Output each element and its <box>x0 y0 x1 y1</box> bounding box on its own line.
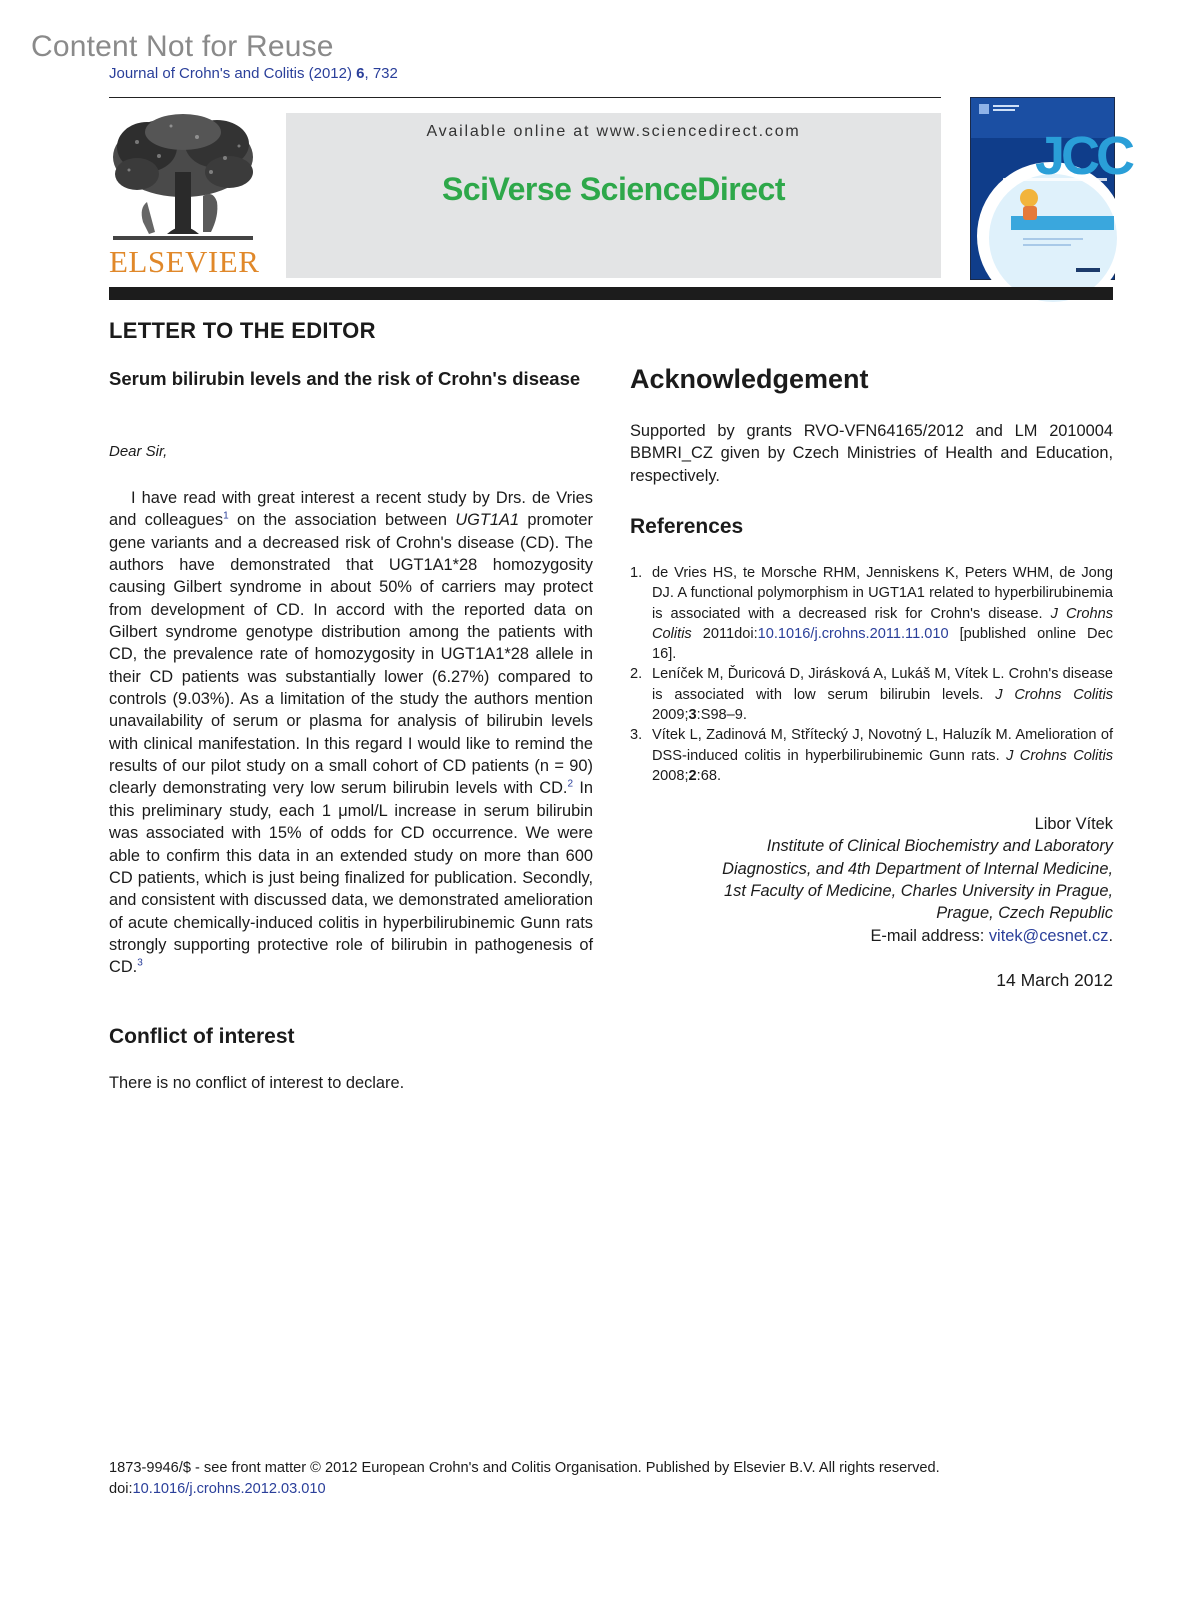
reference-item <box>630 563 1113 664</box>
email-suffix: . <box>1108 926 1113 945</box>
jcc-cover-title: JCC <box>1035 126 1132 186</box>
reference-number: 3. <box>630 727 643 744</box>
body-text-part: In this preliminary study, each 1 μmol/L increase in serum bilirubin was associated with 15% of odds for CD occurrence. We were able to confirm this data in an extended study on more than 600 CD patients, which is just being finalized for publication. Secondly, and consistent with discussed data, we demonstrated amelioration of acute chemically-induced colitis in hyperbilirubinemic Gunn rats strongly supporting protective role of bilirubin in pathogenesis of CD. <box>109 779 593 977</box>
body-text-part: on the association between <box>228 511 456 530</box>
acknowledgement-text: Supported by grants RVO-VFN64165/2012 and LM 2010004 BBMRI_CZ given by Czech Ministries of Health and Education, respectively. <box>630 422 1113 485</box>
journal-volume: 6 <box>356 65 365 82</box>
reference-detail: 2009; <box>652 707 689 724</box>
reference-volume: 2 <box>688 767 697 784</box>
jcc-cover-icon <box>971 98 1132 279</box>
journal-citation-prefix: Journal of Crohn's and Colitis (2012) <box>109 65 357 82</box>
author-name: Libor Vítek <box>1034 815 1113 833</box>
sciencedirect-banner[interactable] <box>286 113 941 278</box>
reference-item <box>630 664 1113 725</box>
journal-pages: , 732 <box>364 65 398 82</box>
elsevier-logo[interactable] <box>107 112 259 282</box>
reference-number: 1. <box>630 565 643 581</box>
email-label: E-mail address: <box>870 926 989 945</box>
article-doi-line <box>109 1481 326 1497</box>
salutation: Dear Sir, <box>109 443 168 460</box>
reference-authors: de Vries HS, te Morsche RHM, Jenniskens K, Peters WHM, de Jong DJ. A functional polymorphism in UGT1A1 related to hyperbilirubinemia is associated with a decreased risk for Crohn's disease. <box>652 565 1113 622</box>
reference-detail: 2011doi: <box>691 625 758 642</box>
acknowledgement-heading: Acknowledgement <box>630 364 869 394</box>
author-signature <box>630 813 1113 947</box>
reference-tail: :68. <box>696 767 721 784</box>
citation-link[interactable]: 1 <box>223 510 229 522</box>
letter-date: 14 March 2012 <box>996 970 1113 990</box>
available-online-text: Available online at www.sciencedirect.com <box>426 123 801 140</box>
reference-list <box>630 563 1113 786</box>
reference-authors: Vítek L, Zadinová M, Střítecký J, Novotný L, Haluzík M. Amelioration of DSS-induced colitis in hyperbilirubinemic Gunn rats. <box>652 727 1113 764</box>
gene-name: UGT1A1 <box>455 511 520 530</box>
letter-body <box>109 487 593 979</box>
sciverse-sciencedirect-title: SciVerse ScienceDirect <box>441 171 785 207</box>
section-type-label: LETTER TO THE EDITOR <box>109 318 376 343</box>
reference-journal: J Crohns Colitis <box>995 686 1114 703</box>
body-text-part: I have read with great interest a recent study by Drs. de Vries and colleagues <box>109 489 593 530</box>
references-heading: References <box>630 515 744 538</box>
article-doi-link[interactable]: 10.1016/j.crohns.2012.03.010 <box>132 1481 326 1497</box>
reference-number: 2. <box>630 666 643 683</box>
journal-cover-image[interactable] <box>970 97 1132 280</box>
author-affiliation: Institute of Clinical Biochemistry and Laboratory <box>766 837 1113 856</box>
header-thick-bar <box>109 287 1113 300</box>
elsevier-wordmark: ELSEVIER <box>109 244 260 279</box>
conflict-heading: Conflict of interest <box>109 1025 295 1048</box>
watermark: Content Not for Reuse <box>31 30 334 63</box>
reference-journal: J Crohns Colitis <box>652 605 1113 642</box>
reference-authors: Leníček M, Ďuricová D, Jirásková A, Lukáš M, Vítek L. Crohn's disease is associated with low serum bilirubin levels. <box>652 666 1113 703</box>
conflict-text: There is no conflict of interest to declare. <box>109 1074 405 1092</box>
letter-paragraph <box>109 487 593 979</box>
reference-detail: 2008; <box>652 767 689 784</box>
author-affiliation: Prague, Czech Republic <box>936 904 1113 923</box>
elsevier-tree-icon <box>107 112 259 247</box>
journal-citation[interactable] <box>109 65 398 82</box>
reference-journal: J Crohns Colitis <box>1006 747 1113 764</box>
reference-doi-link[interactable]: 10.1016/j.crohns.2011.11.010 <box>757 625 949 642</box>
header-rule <box>109 97 941 98</box>
body-text-part: promoter gene variants and a decreased risk of Crohn's disease (CD). The authors have demonstrated that UGT1A1*28 homozygosity causing Gilbert syndrome in about 50% of carriers may protect from development of CD. In accord with the reported data on Gilbert syndrome genotype distribution among the patients with CD, the prevalence rate of homozygosity in UGT1A1*28 allele in their CD patients was substantially lower (6.27%) compared to controls (9.03%). As a limitation of the study the authors mention unavailability of serum or plasma for analysis of bilirubin levels with clinical manifestation. In this regard I would like to remind the results of our pilot study on a small cohort of CD patients (n = 90) clearly demonstrating very low serum bilirubin levels with CD. <box>109 511 594 798</box>
author-email-line <box>630 925 1113 947</box>
citation-link[interactable]: 2 <box>567 779 574 790</box>
letter-title: Serum bilirubin levels and the risk of Crohn's disease <box>109 368 581 389</box>
doi-label: doi: <box>109 1481 133 1497</box>
author-affiliation: 1st Faculty of Medicine, Charles University in Prague, <box>724 882 1113 901</box>
reference-item <box>630 725 1113 786</box>
reference-tail: [published online Dec 16]. <box>652 625 1113 663</box>
reference-volume: 3 <box>688 707 697 724</box>
copyright-notice: 1873-9946/$ - see front matter © 2012 European Crohn's and Colitis Organisation. Published by Elsevier B.V. All rights reserved. <box>109 1460 940 1476</box>
citation-link[interactable]: 3 <box>137 957 143 969</box>
reference-tail: :S98–9. <box>696 707 747 724</box>
author-affiliation: Diagnostics, and 4th Department of Internal Medicine, <box>722 859 1113 878</box>
author-email-link[interactable]: vitek@cesnet.cz <box>988 926 1109 945</box>
